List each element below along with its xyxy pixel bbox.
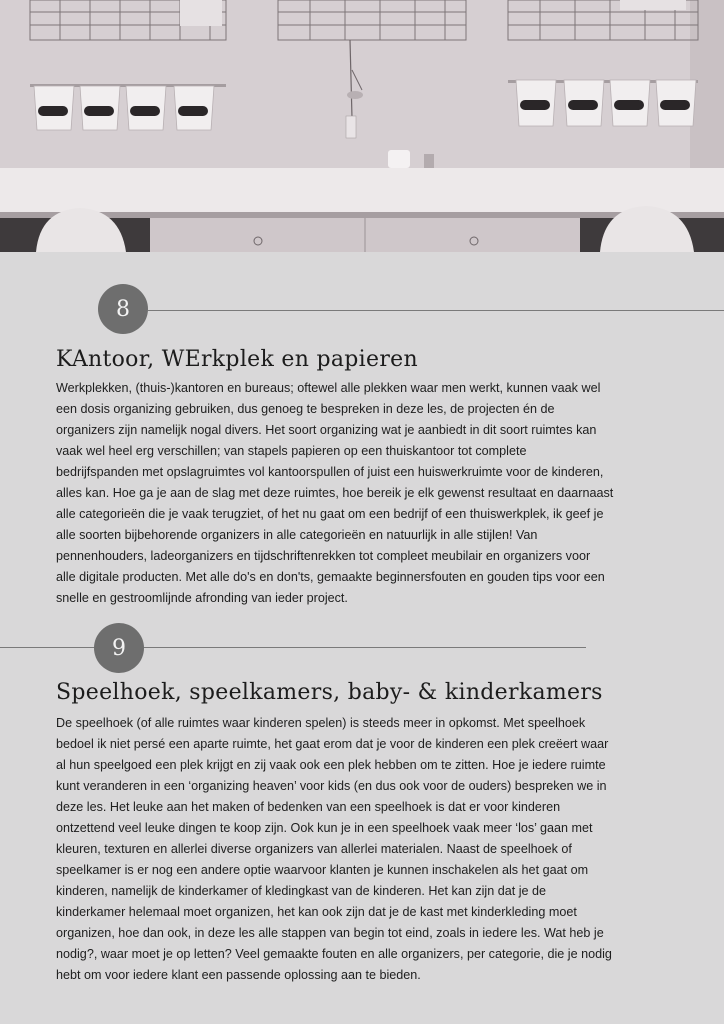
- section-8-line: snelle en gestroomlijnde afronding van ieder project.: [56, 591, 348, 605]
- workspace-illustration: [0, 0, 724, 252]
- section-9-line: al hun speelgoed een plek krijgt en zij vaak ook een plek hebben om te zitten. Hoe je iedere ruimte: [56, 758, 606, 772]
- section-9-divider: [0, 647, 586, 648]
- section-8-line: alle categorieën die je vaak terugziet, of het nu gaat om een bedrijf of een thuiswerkplek, ik geef je: [56, 507, 604, 521]
- section-8-line: alles kan. Hoe ga je aan de slag met deze ruimtes, hoe bereik je elk gewenst resultaat en daarnaast: [56, 486, 614, 500]
- section-9-line: De speelhoek (of alle ruimtes waar kinderen spelen) is steeds meer in opkomst. Met speelhoek: [56, 716, 586, 730]
- section-8-line: een dosis organizing gebruiken, dus genoeg te bespreken in deze les, de projecten én de: [56, 402, 555, 416]
- section-9-line: speelkamer is er nog een andere optie waarvoor klanten je kunnen inschakelen als het gaat om: [56, 863, 589, 877]
- section-8-line: alle digitale producten. Met alle do's en don'ts, gemaakte beginnersfouten en gouden tips voor een: [56, 570, 605, 584]
- section-9-line: kinderen, namelijk de kinderkamer of kledingkast van de kinderen. Het kan zijn dat je de: [56, 884, 547, 898]
- section-8-body: [56, 378, 676, 609]
- section-9-line: nodig?, waar moet je op letten? Veel gemaakte fouten en alle organizers, per categorie, die je nodig: [56, 947, 612, 961]
- section-8-line: Werkplekken, (thuis-)kantoren en bureaus; oftewel alle plekken waar men werkt, kunnen vaak wel: [56, 381, 601, 395]
- section-9-line: kinderkamer helemaal moet organizen, het kan ook zijn dat je de kast met kinderkleding moet: [56, 905, 577, 919]
- section-8-line: pennenhouders, ladeorganizers en tijdschriftenrekken tot compleet meubilair en organizers voor: [56, 549, 591, 563]
- section-9-line: bedoel ik niet persé een aparte ruimte, het gaat erom dat je voor de kinderen een plek creëert waar: [56, 737, 609, 751]
- section-9-title: Speelhoek, speelkamers, baby- & kinderkamers: [56, 680, 603, 705]
- section-8-line: bedrijfspanden met opslagruimtes vol kantoorspullen of juist een huiswerkruimte voor de kinderen,: [56, 465, 604, 479]
- section-8-divider: [148, 310, 724, 311]
- section-9-number: 9: [94, 623, 144, 673]
- section-8-line: vaak wel heel erg verschillen; van stapels papieren op een thuiskantoor tot complete: [56, 444, 527, 458]
- section-9-line: ontzettend veel leuke dingen te koop zijn. Ook kun je in een speelhoek vaak meer ‘los’ gaan met: [56, 821, 593, 835]
- section-9-line: kunt veranderen in een ‘organizing heaven’ voor kids (en dus ook voor de ouders) bespreken we in: [56, 779, 607, 793]
- header-photo: [0, 0, 724, 252]
- section-9-body: [56, 713, 676, 986]
- section-9-line: organizen, hoe dan ook, in deze les alle stappen van begin tot eind, zoals in iedere les. Wat heb je: [56, 926, 604, 940]
- section-8-number: 8: [98, 284, 148, 334]
- section-8-line: organizers zijn namelijk nogal divers. Het soort organizing wat je aanbiedt in dit soort ruimtes kan: [56, 423, 597, 437]
- section-8-line: alle soorten bijbehorende organizers in alle categorieën en natuurlijk in alle stijlen! Van: [56, 528, 538, 542]
- section-9-line: kleuren, texturen en allerlei diverse organizers van allerlei materialen. Naast de speelhoek of: [56, 842, 572, 856]
- section-8-title: KAntoor, WErkplek en papieren: [56, 347, 418, 372]
- section-9-line: hebt om voor iedere klant een passende oplossing aan te bieden.: [56, 968, 421, 982]
- section-9-line: deze les. Het leuke aan het maken of bedenken van een speelhoek is dat er voor kinderen: [56, 800, 561, 814]
